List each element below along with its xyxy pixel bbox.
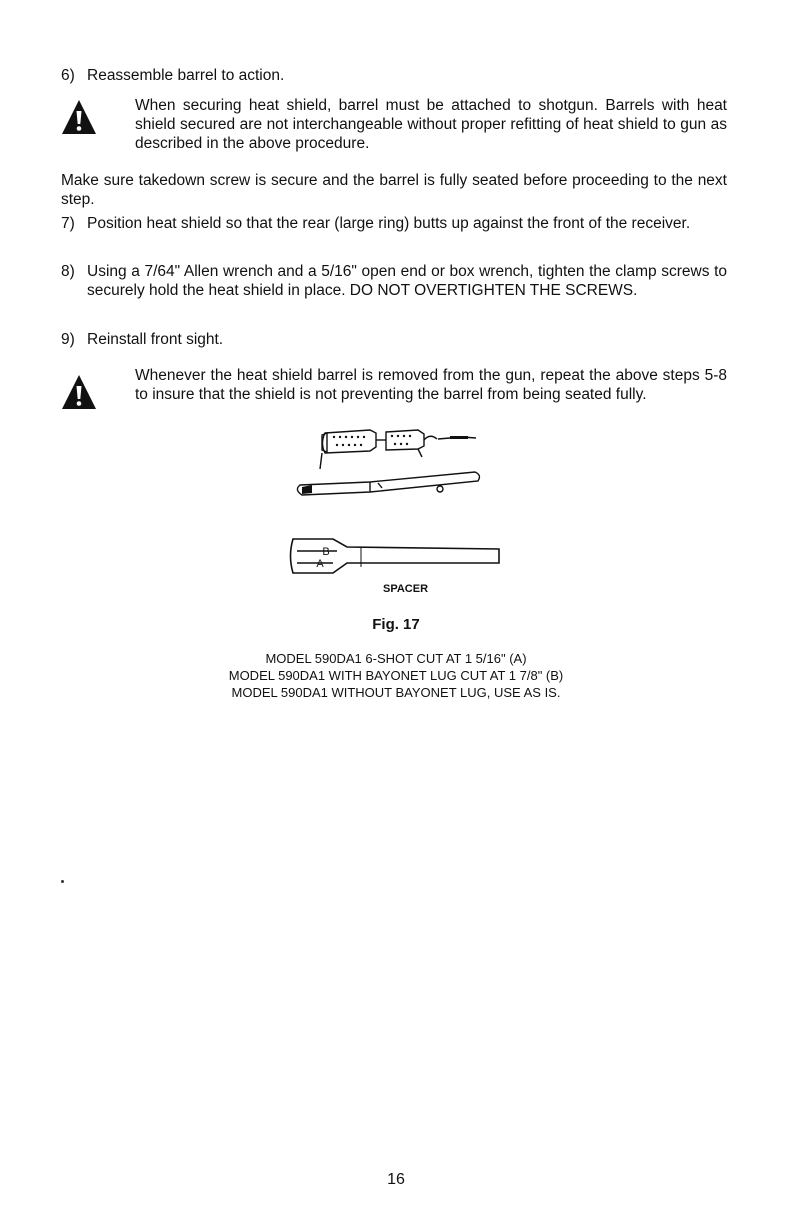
spacer-label: SPACER — [383, 583, 429, 595]
warning-text-2: Whenever the heat shield barrel is removed from the gun, repeat the above steps 5-8 to insure that the shield is not preventing the barrel from being seated fully. — [135, 367, 727, 403]
step-8 — [61, 262, 727, 300]
step-6 — [61, 66, 284, 85]
warning-text-1: When securing heat shield, barrel must be attached to shotgun. Barrels with heat shield secured are not interchangeable without proper refitting of heat shield to gun as described in the above procedure. — [135, 97, 727, 152]
step-text: Position heat shield so that the rear (large ring) butts up against the front of the receiver. — [87, 215, 691, 232]
step-text: Reinstall front sight. — [87, 331, 224, 348]
caption-line: MODEL 590DA1 WITHOUT BAYONET LUG, USE AS IS. — [231, 685, 561, 700]
note-text: Make sure takedown screw is secure and the barrel is fully seated before proceeding to the next step. — [61, 172, 727, 208]
figure-title: Fig. 17 — [372, 616, 420, 633]
step-text: Using a 7/64" Allen wrench and a 5/16" open end or box wrench, tighten the clamp screws to securely hold the heat shield in place. DO NOT OVERTIGHTEN THE SCREWS. — [87, 263, 727, 299]
page-number: 16 — [387, 1171, 405, 1188]
spacer-illustration — [285, 533, 505, 583]
warning-icon — [61, 99, 97, 135]
label-b: B — [322, 546, 330, 558]
step-9 — [61, 330, 223, 349]
stray-mark — [61, 880, 64, 883]
step-number: 6) — [61, 67, 75, 84]
step-number: 9) — [61, 331, 75, 348]
caption-line: MODEL 590DA1 WITH BAYONET LUG CUT AT 1 7/8" (B) — [228, 668, 564, 683]
caption-line: MODEL 590DA1 6-SHOT CUT AT 1 5/16" (A) — [265, 651, 527, 666]
step-number: 7) — [61, 215, 75, 232]
step-text: Reassemble barrel to action. — [87, 67, 285, 84]
step-7 — [61, 214, 727, 233]
step-number: 8) — [61, 263, 75, 280]
warning-icon — [61, 374, 97, 410]
heat-shield-exploded-illustration — [290, 425, 490, 505]
label-a: A — [316, 558, 324, 570]
figure-caption — [0, 650, 792, 701]
